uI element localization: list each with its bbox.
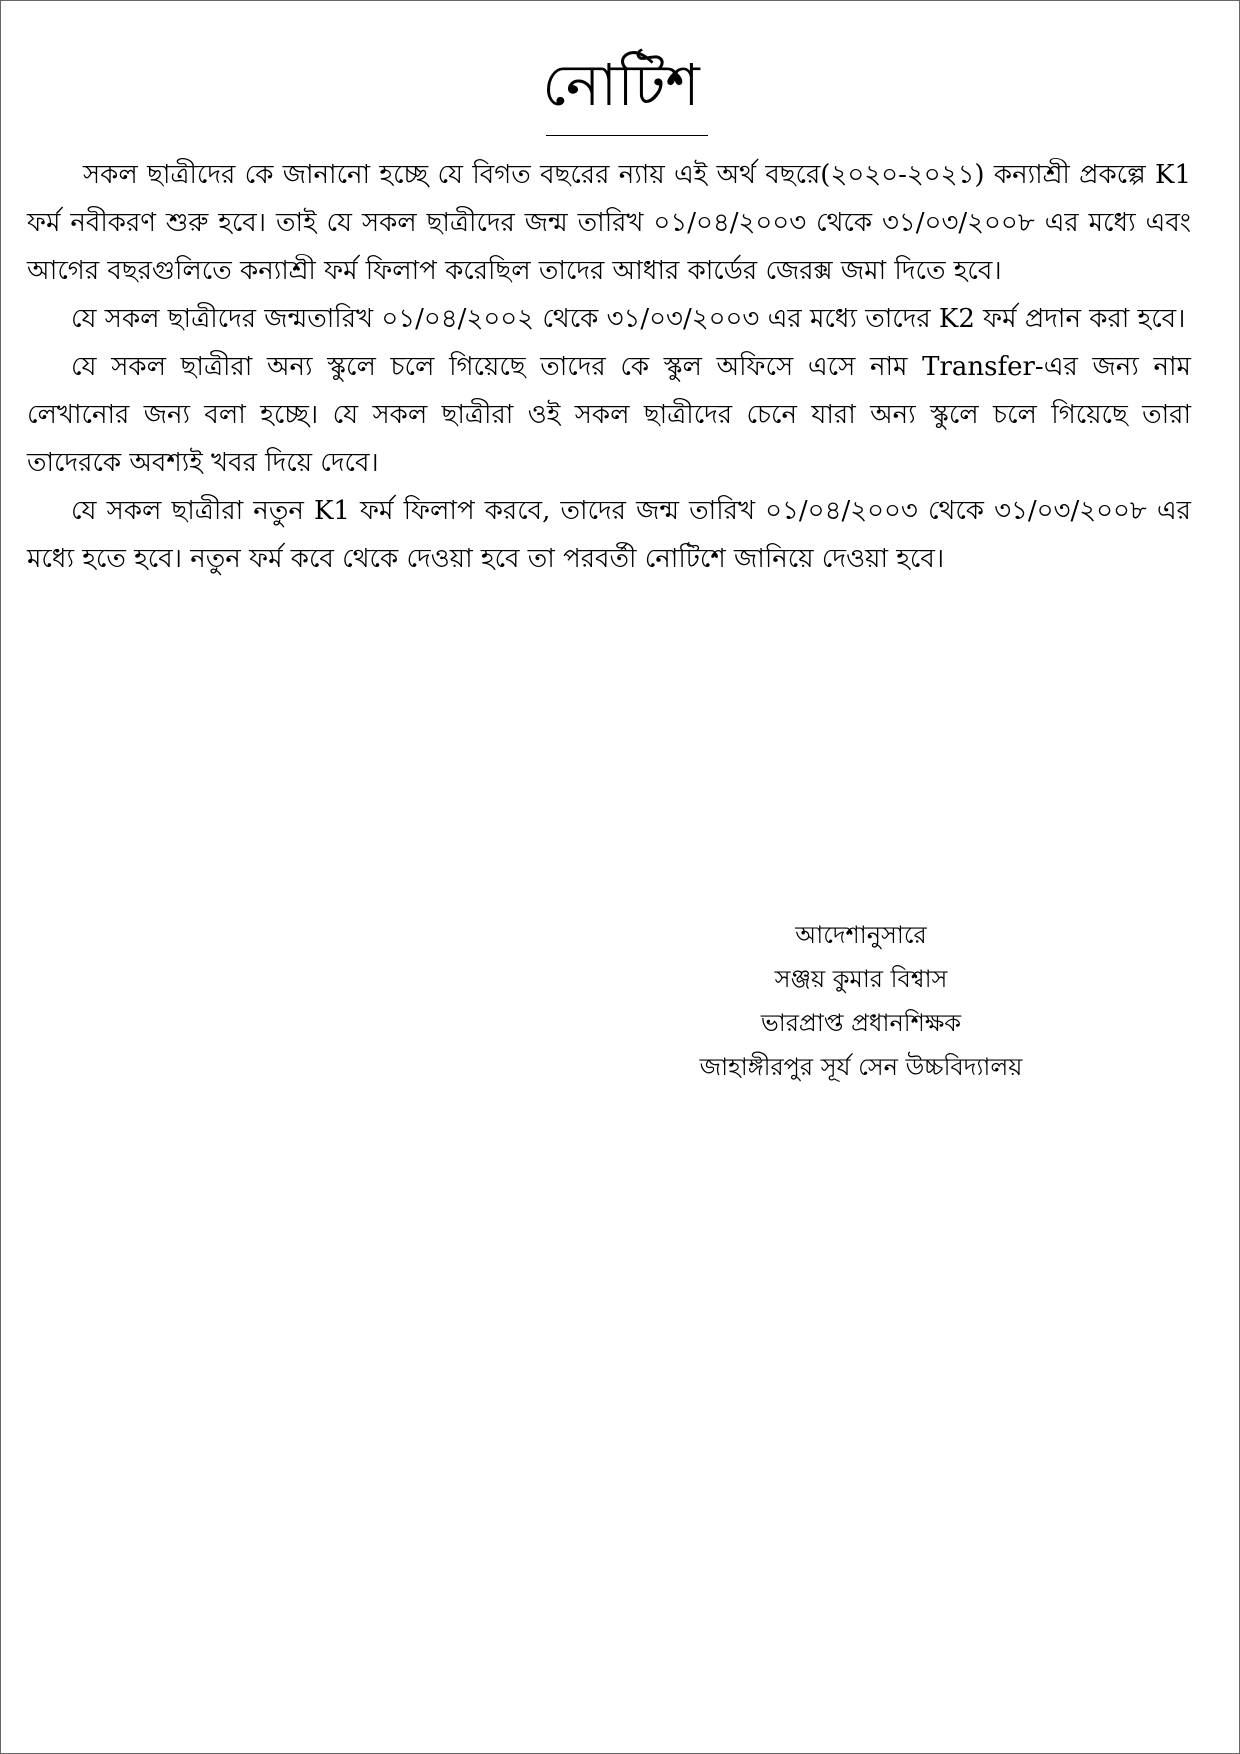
- title-underline: [546, 135, 708, 136]
- notice-title: নোটিশ: [542, 51, 700, 119]
- signature-block: [651, 913, 1071, 1089]
- notice-paragraph-4: যে সকল ছাত্রীরা নতুন K1 ফর্ম ফিলাপ করবে, তাদের জন্ম তারিখ ০১/০৪/২০০৩ থেকে ৩১/০৩/২০০৮ এর মধ্যে হতে হবে। নতুন ফর্ম কবে থেকে দেওয়া হবে তা পরবর্তী নোটিশে জানিয়ে দেওয়া হবে।: [27, 496, 1191, 574]
- notice-body: [27, 151, 1191, 583]
- by-order-line: আদেশানুসারে: [795, 921, 927, 949]
- school-name: জাহাঙ্গীরপুর সূর্য সেন উচ্চবিদ্যালয়: [699, 1053, 1023, 1081]
- notice-paragraph-3: যে সকল ছাত্রীরা অন্য স্কুলে চলে গিয়েছে তাদের কে স্কুল অফিসে এসে নাম Transfer-এর জন্য নাম লেখানোর জন্য বলা হচ্ছে। যে সকল ছাত্রীরা ওই সকল ছাত্রীদের চেনে যারা অন্য স্কুলে চলে গিয়েছে তারা তাদেরকে অবশ্যই খবর দিয়ে দেবে।: [27, 352, 1191, 478]
- signatory-designation: ভারপ্রাপ্ত প্রধানশিক্ষক: [760, 1009, 962, 1037]
- notice-paragraph-1: সকল ছাত্রীদের কে জানানো হচ্ছে যে বিগত বছরের ন্যায় এই অর্থ বছরে(২০২০-২০২১) কন্যাশ্রী প্রকল্পে K1 ফর্ম নবীকরণ শুরু হবে। তাই যে সকল ছাত্রীদের জন্ম তারিখ ০১/০৪/২০০৩ থেকে ৩১/০৩/২০০৮ এর মধ্যে এবং আগের বছরগুলিতে কন্যাশ্রী ফর্ম ফিলাপ করেছিল তাদের আধার কার্ডের জেরক্স জমা দিতে হবে।: [27, 160, 1191, 286]
- signatory-name: সঞ্জয় কুমার বিশ্বাস: [774, 965, 948, 993]
- notice-paragraph-2: যে সকল ছাত্রীদের জন্মতারিখ ০১/০৪/২০০২ থেকে ৩১/০৩/২০০৩ এর মধ্যে তাদের K2 ফর্ম প্রদান করা হবে।: [71, 304, 1186, 334]
